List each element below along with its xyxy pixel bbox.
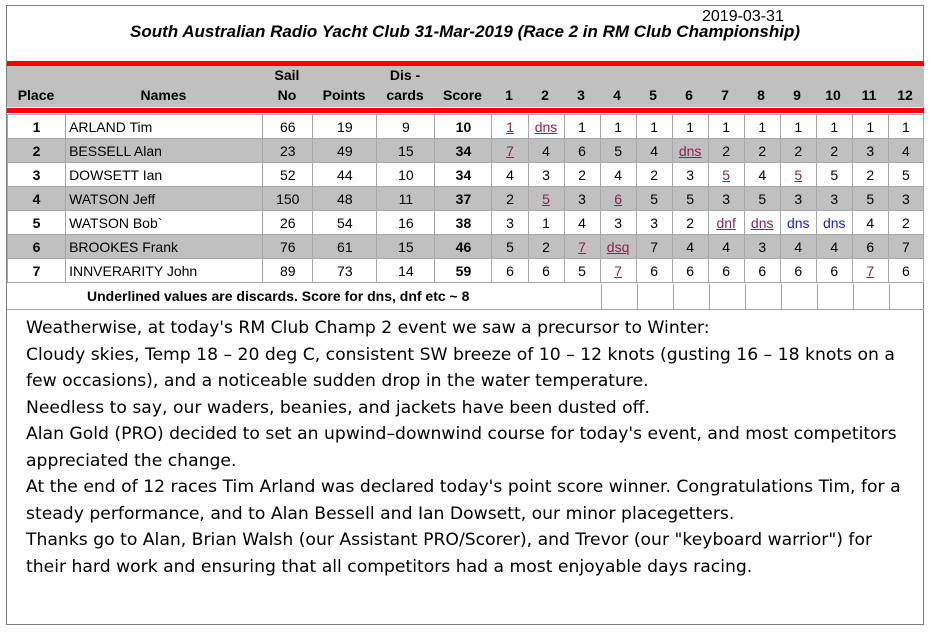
race-result: 6 xyxy=(650,262,659,279)
race-report xyxy=(26,315,916,580)
place-cell: 7 xyxy=(8,259,66,283)
points-cell: 73 xyxy=(313,259,377,283)
table-row xyxy=(8,259,924,283)
race-result: dns xyxy=(750,214,774,231)
race-result-cell xyxy=(600,259,636,283)
place-cell: 6 xyxy=(8,235,66,259)
race-result-cell xyxy=(816,211,852,235)
race-result-cell xyxy=(492,139,528,163)
race-result: dnf xyxy=(716,214,736,231)
race-result-cell xyxy=(672,139,708,163)
race-result: 2 xyxy=(542,238,550,255)
race-result-cell xyxy=(564,115,600,139)
race-result: 2 xyxy=(830,142,839,159)
col-race-4: 4 xyxy=(613,87,621,103)
discards-cell: 15 xyxy=(377,235,435,259)
race-result: 1 xyxy=(542,214,550,231)
race-result-cell xyxy=(600,139,636,163)
race-result: 6 xyxy=(506,262,514,279)
race-result-cell xyxy=(672,211,708,235)
race-result: 5 xyxy=(722,166,731,183)
report-paragraph: Weatherwise, at today's RM Club Champ 2 event we saw a precursor to Winter: xyxy=(26,318,710,338)
name-cell: BROOKES Frank xyxy=(66,235,263,259)
race-result-cell xyxy=(852,211,888,235)
race-result-cell xyxy=(852,187,888,211)
race-result: 3 xyxy=(650,214,659,231)
race-result-cell xyxy=(492,259,528,283)
race-result-cell xyxy=(744,163,780,187)
race-result-cell xyxy=(816,235,852,259)
report-paragraph: At the end of 12 races Tim Arland was declared today's point score winner. Congratulations Tim, for a steady performance, and to Alan Bessell and Ian Dowsett, our minor placegetters. xyxy=(26,477,901,524)
points-cell: 49 xyxy=(313,139,377,163)
race-result-cell xyxy=(852,163,888,187)
race-result: 4 xyxy=(902,142,910,159)
place-cell: 3 xyxy=(8,163,66,187)
race-result-cell xyxy=(780,115,816,139)
race-result-cell xyxy=(600,163,636,187)
race-result: 6 xyxy=(614,190,622,207)
race-result: 5 xyxy=(830,166,839,183)
race-result: 3 xyxy=(902,190,910,207)
race-result: 7 xyxy=(578,238,586,255)
discards-cell: 10 xyxy=(377,163,435,187)
sail-cell: 52 xyxy=(263,163,313,187)
table-header xyxy=(7,66,924,107)
race-result: 4 xyxy=(578,214,586,231)
race-result-cell xyxy=(564,259,600,283)
race-result-cell xyxy=(708,115,744,139)
race-result: 7 xyxy=(506,142,514,159)
results-table xyxy=(7,114,924,283)
race-result-cell xyxy=(744,235,780,259)
race-result: 1 xyxy=(758,118,767,135)
race-result-cell xyxy=(744,211,780,235)
discard-footnote-row xyxy=(7,284,924,310)
race-result: 4 xyxy=(866,214,875,231)
col-sail-line1: Sail xyxy=(274,67,300,83)
race-result-cell xyxy=(528,235,564,259)
race-result: 3 xyxy=(614,214,622,231)
race-result: 7 xyxy=(866,262,875,279)
race-result-cell xyxy=(780,211,816,235)
points-cell: 48 xyxy=(313,187,377,211)
race-result: 5 xyxy=(686,190,695,207)
race-result: 1 xyxy=(830,118,839,135)
race-result: 1 xyxy=(866,118,875,135)
score-cell: 34 xyxy=(435,139,492,163)
race-result-cell xyxy=(492,235,528,259)
race-result-cell xyxy=(564,211,600,235)
report-paragraph: Thanks go to Alan, Brian Walsh (our Assistant PRO/Scorer), and Trevor (our "keyboard warrior") for their hard work and ensuring that all competitors had a most enjoyable days racing. xyxy=(26,530,873,577)
race-result: 2 xyxy=(506,190,514,207)
col-sail-line2: No xyxy=(277,87,297,103)
race-result: dns xyxy=(822,214,846,231)
race-result: 7 xyxy=(614,262,622,279)
table-row xyxy=(8,235,924,259)
race-result: 6 xyxy=(542,262,550,279)
race-result: 2 xyxy=(902,214,910,231)
race-result: 4 xyxy=(650,142,659,159)
discards-cell: 9 xyxy=(377,115,435,139)
race-result-cell xyxy=(492,115,528,139)
race-result: 4 xyxy=(686,238,695,255)
report-paragraph: Cloudy skies, Temp 18 – 20 deg C, consistent SW breeze of 10 – 12 knots (gusting 16 – 18 knots on a few occasions), and a noticeable sudden drop in the water temperature. xyxy=(26,344,895,391)
col-place: Place xyxy=(17,87,55,103)
race-result-cell xyxy=(744,139,780,163)
race-result: 6 xyxy=(866,238,875,255)
name-cell: INNVERARITY John xyxy=(66,259,263,283)
race-result: 7 xyxy=(650,238,659,255)
race-result-cell xyxy=(744,259,780,283)
race-result-cell xyxy=(852,139,888,163)
race-result-cell xyxy=(636,115,672,139)
race-result-cell xyxy=(780,187,816,211)
col-race-2: 2 xyxy=(541,87,549,103)
race-result: 6 xyxy=(758,262,767,279)
race-result: 4 xyxy=(758,166,767,183)
race-result-cell xyxy=(528,115,564,139)
race-result: 4 xyxy=(506,166,514,183)
race-result: 3 xyxy=(794,190,803,207)
race-result: 4 xyxy=(830,238,839,255)
race-result-cell xyxy=(492,211,528,235)
race-result: dns xyxy=(786,214,810,231)
race-result-cell xyxy=(780,259,816,283)
discards-cell: 16 xyxy=(377,211,435,235)
race-result: 3 xyxy=(758,238,767,255)
col-score: Score xyxy=(443,87,482,103)
race-result: 1 xyxy=(578,118,586,135)
race-result-cell xyxy=(708,163,744,187)
race-result-cell xyxy=(888,187,923,211)
name-cell: BESSELL Alan xyxy=(66,139,263,163)
report-paragraph: Alan Gold (PRO) decided to set an upwind–downwind course for today's event, and most competitors appreciated the change. xyxy=(26,424,897,471)
race-result: 3 xyxy=(722,190,731,207)
points-cell: 44 xyxy=(313,163,377,187)
race-result: 3 xyxy=(506,214,514,231)
race-result-cell xyxy=(672,235,708,259)
race-result: 6 xyxy=(830,262,839,279)
sail-cell: 23 xyxy=(263,139,313,163)
race-result: 4 xyxy=(614,166,622,183)
race-result-cell xyxy=(852,235,888,259)
race-result: 5 xyxy=(506,238,514,255)
race-result: 3 xyxy=(686,166,695,183)
race-result-cell xyxy=(528,187,564,211)
race-result-cell xyxy=(888,163,923,187)
score-cell: 34 xyxy=(435,163,492,187)
col-race-9: 9 xyxy=(793,87,801,103)
race-result: 2 xyxy=(578,166,586,183)
discards-cell: 11 xyxy=(377,187,435,211)
points-cell: 19 xyxy=(313,115,377,139)
col-race-7: 7 xyxy=(721,87,729,103)
table-row xyxy=(8,139,924,163)
race-result-cell xyxy=(564,163,600,187)
race-result-cell xyxy=(816,187,852,211)
race-result: 2 xyxy=(794,142,803,159)
race-result: 6 xyxy=(794,262,803,279)
race-result: 1 xyxy=(650,118,659,135)
name-cell: WATSON Jeff xyxy=(66,187,263,211)
race-result: 5 xyxy=(902,166,910,183)
race-result: 3 xyxy=(578,190,586,207)
race-result: 5 xyxy=(866,190,875,207)
col-names: Names xyxy=(140,87,187,103)
race-result: 4 xyxy=(542,142,550,159)
race-result-cell xyxy=(636,139,672,163)
race-result: 4 xyxy=(722,238,731,255)
race-result: 3 xyxy=(830,190,839,207)
score-cell: 46 xyxy=(435,235,492,259)
race-result-cell xyxy=(744,187,780,211)
score-cell: 59 xyxy=(435,259,492,283)
discards-cell: 14 xyxy=(377,259,435,283)
race-result-cell xyxy=(528,259,564,283)
place-cell: 5 xyxy=(8,211,66,235)
score-cell: 37 xyxy=(435,187,492,211)
race-result-cell xyxy=(600,211,636,235)
table-row xyxy=(8,163,924,187)
sail-cell: 76 xyxy=(263,235,313,259)
race-result: 1 xyxy=(686,118,695,135)
name-cell: ARLAND Tim xyxy=(66,115,263,139)
race-result-cell xyxy=(744,115,780,139)
race-result-cell xyxy=(528,163,564,187)
race-result-cell xyxy=(636,235,672,259)
table-row xyxy=(8,115,924,139)
race-result: 4 xyxy=(794,238,803,255)
race-result: 2 xyxy=(866,166,875,183)
race-result: 5 xyxy=(758,190,767,207)
race-result: 5 xyxy=(794,166,803,183)
race-result-cell xyxy=(672,163,708,187)
race-result-cell xyxy=(564,187,600,211)
sail-cell: 26 xyxy=(263,211,313,235)
race-result: 1 xyxy=(506,118,514,135)
race-result-cell xyxy=(528,211,564,235)
race-result-cell xyxy=(888,211,923,235)
score-cell: 10 xyxy=(435,115,492,139)
race-result-cell xyxy=(888,259,923,283)
col-race-12: 12 xyxy=(897,87,913,103)
race-result-cell xyxy=(708,139,744,163)
discard-footnote: Underlined values are discards. Score for dns, dnf etc ~ 8 xyxy=(87,288,470,304)
race-result: 2 xyxy=(686,214,695,231)
race-result-cell xyxy=(564,235,600,259)
report-paragraph: Needless to say, our waders, beanies, and jackets have been dusted off. xyxy=(26,397,650,418)
col-race-1: 1 xyxy=(505,87,513,103)
sail-cell: 66 xyxy=(263,115,313,139)
race-result-cell xyxy=(708,235,744,259)
race-result-cell xyxy=(672,115,708,139)
race-result: dns xyxy=(678,142,702,159)
race-result-cell xyxy=(672,259,708,283)
race-result-cell xyxy=(816,139,852,163)
race-result: dsq xyxy=(606,238,630,255)
race-result-cell xyxy=(708,259,744,283)
name-cell: DOWSETT Ian xyxy=(66,163,263,187)
race-result: 1 xyxy=(794,118,803,135)
race-result-cell xyxy=(636,187,672,211)
race-result-cell xyxy=(852,259,888,283)
race-result-cell xyxy=(492,163,528,187)
race-result-cell xyxy=(672,187,708,211)
race-result: 6 xyxy=(578,142,586,159)
race-result-cell xyxy=(600,235,636,259)
race-result: 3 xyxy=(542,166,550,183)
race-result-cell xyxy=(780,163,816,187)
name-cell: WATSON Bob` xyxy=(66,211,263,235)
race-result-cell xyxy=(708,211,744,235)
race-result: 1 xyxy=(902,118,910,135)
race-result-cell xyxy=(888,139,923,163)
race-result: 1 xyxy=(722,118,731,135)
race-result: 3 xyxy=(866,142,875,159)
table-row xyxy=(8,211,924,235)
race-result-cell xyxy=(636,163,672,187)
discards-cell: 15 xyxy=(377,139,435,163)
place-cell: 2 xyxy=(8,139,66,163)
race-result-cell xyxy=(816,259,852,283)
race-result-cell xyxy=(492,187,528,211)
sail-cell: 150 xyxy=(263,187,313,211)
race-result-cell xyxy=(888,235,923,259)
race-result: 5 xyxy=(650,190,659,207)
race-result: dns xyxy=(534,118,558,135)
col-race-8: 8 xyxy=(757,87,765,103)
place-cell: 1 xyxy=(8,115,66,139)
race-result-cell xyxy=(816,163,852,187)
race-result-cell xyxy=(600,187,636,211)
col-race-11: 11 xyxy=(861,87,877,103)
col-race-6: 6 xyxy=(685,87,693,103)
race-result-cell xyxy=(564,139,600,163)
race-result-cell xyxy=(816,115,852,139)
race-result-cell xyxy=(888,115,923,139)
page-title: South Australian Radio Yacht Club 31-Mar-2019 (Race 2 in RM Club Championship) xyxy=(129,22,801,41)
race-result: 2 xyxy=(722,142,731,159)
score-cell: 38 xyxy=(435,211,492,235)
race-result-cell xyxy=(780,235,816,259)
race-result-cell xyxy=(636,211,672,235)
place-cell: 4 xyxy=(8,187,66,211)
col-race-3: 3 xyxy=(577,87,585,103)
points-cell: 54 xyxy=(313,211,377,235)
race-result-cell xyxy=(780,139,816,163)
col-points: Points xyxy=(322,87,366,103)
race-result-cell xyxy=(852,115,888,139)
race-result: 6 xyxy=(686,262,695,279)
race-result-cell xyxy=(708,187,744,211)
col-race-5: 5 xyxy=(649,87,657,103)
header-red-rule xyxy=(7,108,924,113)
race-result: 2 xyxy=(758,142,767,159)
race-result: 5 xyxy=(578,262,586,279)
race-result: 2 xyxy=(650,166,659,183)
points-cell: 61 xyxy=(313,235,377,259)
race-result-cell xyxy=(600,115,636,139)
race-result-cell xyxy=(528,139,564,163)
date-stamp: 2019-03-31 xyxy=(702,8,784,25)
race-result: 6 xyxy=(722,262,731,279)
race-result: 5 xyxy=(542,190,550,207)
sail-cell: 89 xyxy=(263,259,313,283)
race-result: 5 xyxy=(614,142,622,159)
race-result-cell xyxy=(636,259,672,283)
col-race-10: 10 xyxy=(825,87,841,103)
race-result: 1 xyxy=(614,118,622,135)
race-result: 6 xyxy=(902,262,910,279)
col-discards-line2: cards xyxy=(386,87,424,103)
col-discards-line1: Dis - xyxy=(389,67,421,83)
table-row xyxy=(8,187,924,211)
race-result: 7 xyxy=(902,238,910,255)
